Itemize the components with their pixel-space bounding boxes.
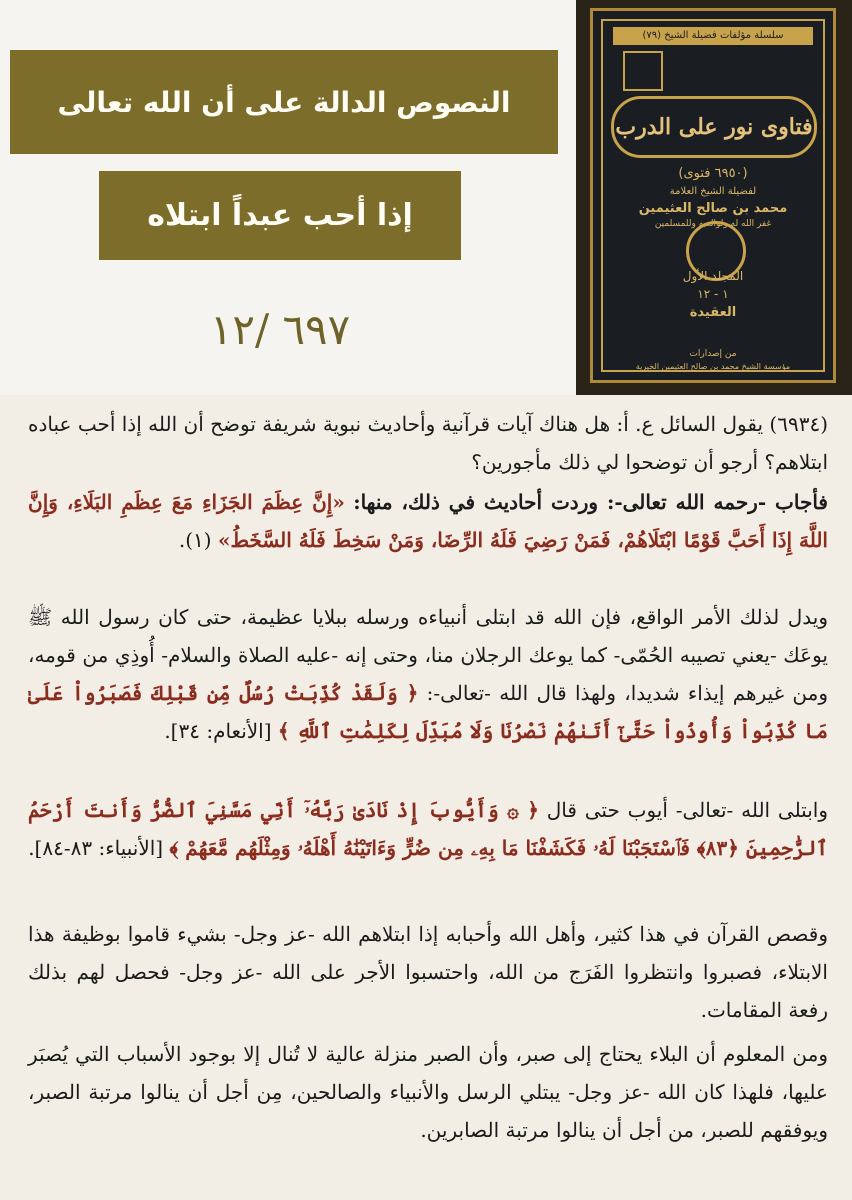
quran-verse-anbiya: ﴿ ۞ وَأَيُّوبَ إِذْ نَادَىٰ رَبَّهُۥٓ أَنِّي مَسَّنِيَ ٱلضُّرُّ وَأَنتَ أَرْحَمُ ٱلرَّٰحِمِينَ ﴿٨٣﴾ فَٱسْتَجَبْنَا لَهُۥ فَكَشَفْنَا مَا بِهِۦ مِن ضُرٍّ وَءَاتَيْنَٰهُ أَهْلَهُۥ وَمِثْلَهُم مَّعَهُمْ ﴾ xyxy=(28,798,828,860)
books-logo-icon xyxy=(623,51,663,91)
book-series-label: سلسلة مؤلفات فضيلة الشيخ (٧٩) xyxy=(613,27,813,45)
book-publisher: مؤسسة الشيخ محمد بن صالح العثيمين الخيرية xyxy=(635,362,791,371)
answer-paragraph xyxy=(28,483,828,559)
header-area xyxy=(0,0,852,395)
book-cover-panel xyxy=(590,8,836,383)
answer-intro: فأجاب -رحمه الله تعالى-: وردت أحاديث في ذلك، منها: xyxy=(353,490,828,514)
quran-verse-anam: ﴿ وَلَقَدْ كُذِّبَتْ رُسُلٌ مِّن قَبْلِكَ فَصَبَرُواْ عَلَىٰ مَا كُذِّبُواْ وَأُوذُواْ حَتَّىٰٓ أَتَىٰهُمْ نَصْرُنَا وَلَا مُبَدِّلَ لِكَلِمَٰتِ ٱللَّهِ ﴾ xyxy=(28,681,828,743)
book-title: فتاوى نور على الدرب xyxy=(611,96,817,158)
scanned-page xyxy=(0,395,852,1200)
question-paragraph: (٦٩٣٤) يقول السائل ع. أ: هل هناك آيات قرآنية وأحاديث نبوية شريفة توضح أن الله إذا أحب عباده ابتلاهم؟ أرجو أن توضحوا لي ذلك مأجورين؟ xyxy=(28,412,828,474)
hadith-quote: «إِنَّ عِظَمَ الجَزَاءِ مَعَ عِظَمِ البَلَاءِ، وَإِنَّ اللَّهَ إِذَا أَحَبَّ قَوْمًا ابْتَلَاهُمْ، فَمَنْ رَضِيَ فَلَهُ الرِّضَا، وَمَنْ سَخِطَ فَلَهُ السَّخَطُ» xyxy=(28,490,828,552)
evidence-text: ويدل لذلك الأمر الواقع، فإن الله قد ابتلى أنبياءه ورسله ببلايا عظيمة، حتى كان رسول الله ﷺ يوعَك -يعني تصيبه الحُمّى- كما يوعك الرجلان منا، وحتى إنه -عليه الصلاة والسلام- أُوذِي من قومه، ومن غيرهم إيذاء شديدا، ولهذا قال الله -تعالى-: xyxy=(28,605,828,705)
page-reference: ٦٩٧ /١٢ xyxy=(209,305,351,354)
book-author: محمد بن صالح العثيمين xyxy=(638,201,788,216)
ayyub-text: وابتلى الله -تعالى- أيوب حتى قال xyxy=(546,798,829,822)
book-cover-image xyxy=(576,0,852,395)
title-banner-line-1: النصوص الدالة على أن الله تعالى xyxy=(10,50,558,154)
book-author-note: غفر الله له ولوالديه وللمسلمين xyxy=(654,219,772,229)
stories-paragraph: وقصص القرآن في هذا كثير، وأهل الله وأحبابه إذا ابتلاهم الله -عز وجل- بشيء قاموا بوظيفة هذا الابتلاء، فصبروا وانتظروا الفَرَج من الله، واحتسبوا الأجر على الله -عز وجل- فحصل لهم بذلك رفعة المقامات. xyxy=(28,922,828,1022)
footnote-marker: (١). xyxy=(178,528,212,552)
book-publisher-prefix: من إصدارات xyxy=(689,349,737,359)
verse-reference-anam: [الأنعام: ٣٤]. xyxy=(164,719,272,743)
book-author-prefix: لفضيلة الشيخ العلامة xyxy=(669,186,757,197)
title-banner-line-2: إذا أحب عبداً ابتلاه xyxy=(99,171,461,260)
patience-paragraph: ومن المعلوم أن البلاء يحتاج إلى صبر، وأن الصبر منزلة عالية لا تُنال إلا بوجود الأسباب التي يُصبَر عليها، فلهذا كان الله -عز وجل- يبتلي الرسل والأنبياء والصالحين، مِن أجل أن ينالوا مرتبة الصبر، ويوفقهم للصبر، من أجل أن ينالوا مرتبة الصابرين. xyxy=(28,1042,828,1142)
verse-reference-anbiya: [الأنبياء: ٨٣-٨٤]. xyxy=(28,836,164,860)
book-subject: العقيدة xyxy=(689,305,737,320)
book-fatwa-count: (٦٩٥٠ فتوى) xyxy=(678,166,748,181)
evidence-paragraph xyxy=(28,598,828,750)
book-volume: المجلد الأول xyxy=(682,269,744,283)
book-range: ١ - ١٢ xyxy=(697,287,729,301)
ayyub-paragraph xyxy=(28,791,828,867)
